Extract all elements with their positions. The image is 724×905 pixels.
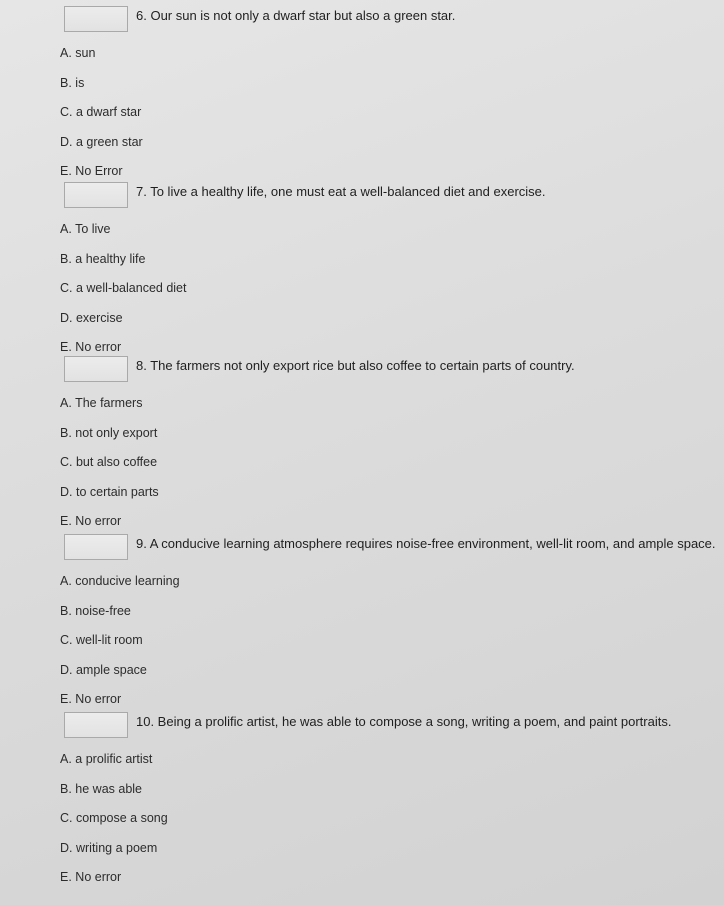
option-6b [60, 74, 143, 104]
question-6-header [0, 6, 724, 34]
option-9d [60, 661, 180, 691]
option-letter: A. [60, 574, 72, 588]
option-letter: C. [60, 633, 73, 647]
option-10d [60, 839, 168, 869]
option-text: a well-balanced diet [75, 281, 187, 295]
option-text: to certain parts [75, 484, 159, 499]
question-8-header [0, 356, 724, 384]
option-text: No error [75, 514, 122, 528]
option-letter: B. [60, 251, 72, 266]
option-letter: A. [60, 752, 72, 766]
option-text: exercise [75, 310, 123, 325]
question-10-options [60, 750, 168, 898]
question-7-header [0, 182, 724, 210]
option-text: No Error [75, 164, 123, 178]
option-9a [60, 572, 180, 602]
option-letter: E. [60, 164, 72, 178]
option-letter: A. [60, 46, 72, 60]
question-8 [0, 356, 724, 528]
option-6c [60, 103, 143, 133]
option-10b [60, 780, 168, 810]
option-7d [60, 309, 186, 339]
option-8d [60, 483, 159, 513]
option-letter: D. [60, 310, 73, 325]
question-10 [0, 712, 724, 884]
option-text: No error [75, 340, 122, 354]
question-6-options [60, 44, 143, 192]
option-text: a green star [75, 134, 143, 149]
option-text: To live [75, 222, 111, 236]
option-text: but also coffee [75, 455, 158, 469]
question-6-stem: 6. Our sun is not only a dwarf star but also a green star. [136, 8, 456, 23]
option-letter: B. [60, 781, 72, 796]
question-9-options [60, 572, 180, 720]
option-9c [60, 631, 180, 661]
option-text: The farmers [75, 396, 143, 410]
question-9-header [0, 534, 724, 562]
option-text: is [75, 75, 85, 90]
option-letter: E. [60, 870, 72, 884]
option-text: sun [75, 46, 96, 60]
question-9 [0, 534, 724, 706]
option-text: ample space [75, 662, 147, 677]
option-letter: C. [60, 105, 73, 119]
option-letter: B. [60, 603, 72, 618]
option-7b [60, 250, 186, 280]
question-8-stem: 8. The farmers not only export rice but also coffee to certain parts of country. [136, 358, 575, 373]
option-8a [60, 394, 159, 424]
question-10-header [0, 712, 724, 740]
option-8c [60, 453, 159, 483]
option-text: writing a poem [75, 840, 158, 855]
option-letter: A. [60, 222, 72, 236]
option-7a [60, 220, 186, 250]
question-8-options [60, 394, 159, 542]
option-letter: B. [60, 425, 72, 440]
option-8b [60, 424, 159, 454]
option-letter: E. [60, 692, 72, 706]
option-text: a prolific artist [75, 752, 153, 766]
question-7 [0, 182, 724, 354]
option-letter: D. [60, 840, 73, 855]
option-letter: E. [60, 514, 72, 528]
option-text: noise-free [75, 603, 131, 618]
option-letter: D. [60, 134, 73, 149]
answer-input-7[interactable] [64, 182, 128, 208]
option-letter: D. [60, 484, 73, 499]
option-6a [60, 44, 143, 74]
question-10-stem: 10. Being a prolific artist, he was able to compose a song, writing a poem, and paint portraits. [136, 714, 672, 729]
answer-input-8[interactable] [64, 356, 128, 382]
answer-input-10[interactable] [64, 712, 128, 738]
option-7c [60, 279, 186, 309]
option-letter: E. [60, 340, 72, 354]
option-letter: A. [60, 396, 72, 410]
option-9b [60, 602, 180, 632]
option-text: No error [75, 870, 122, 884]
option-text: a dwarf star [75, 105, 142, 119]
question-9-stem: 9. A conducive learning atmosphere requires noise-free environment, well-lit room, and ample space. [136, 536, 716, 551]
option-6d [60, 133, 143, 163]
option-letter: D. [60, 662, 73, 677]
option-letter: C. [60, 281, 73, 295]
option-text: well-lit room [75, 633, 143, 647]
option-text: not only export [75, 425, 158, 440]
option-10a [60, 750, 168, 780]
question-7-options [60, 220, 186, 368]
option-text: compose a song [75, 811, 168, 825]
option-text: conducive learning [75, 574, 180, 588]
option-text: he was able [75, 781, 143, 796]
question-6 [0, 6, 724, 178]
answer-input-6[interactable] [64, 6, 128, 32]
answer-input-9[interactable] [64, 534, 128, 560]
option-10c [60, 809, 168, 839]
option-letter: B. [60, 75, 72, 90]
option-10e [60, 868, 168, 898]
option-letter: C. [60, 811, 73, 825]
option-text: a healthy life [75, 251, 146, 266]
option-letter: C. [60, 455, 73, 469]
question-7-stem: 7. To live a healthy life, one must eat a well-balanced diet and exercise. [136, 184, 546, 199]
option-text: No error [75, 692, 122, 706]
